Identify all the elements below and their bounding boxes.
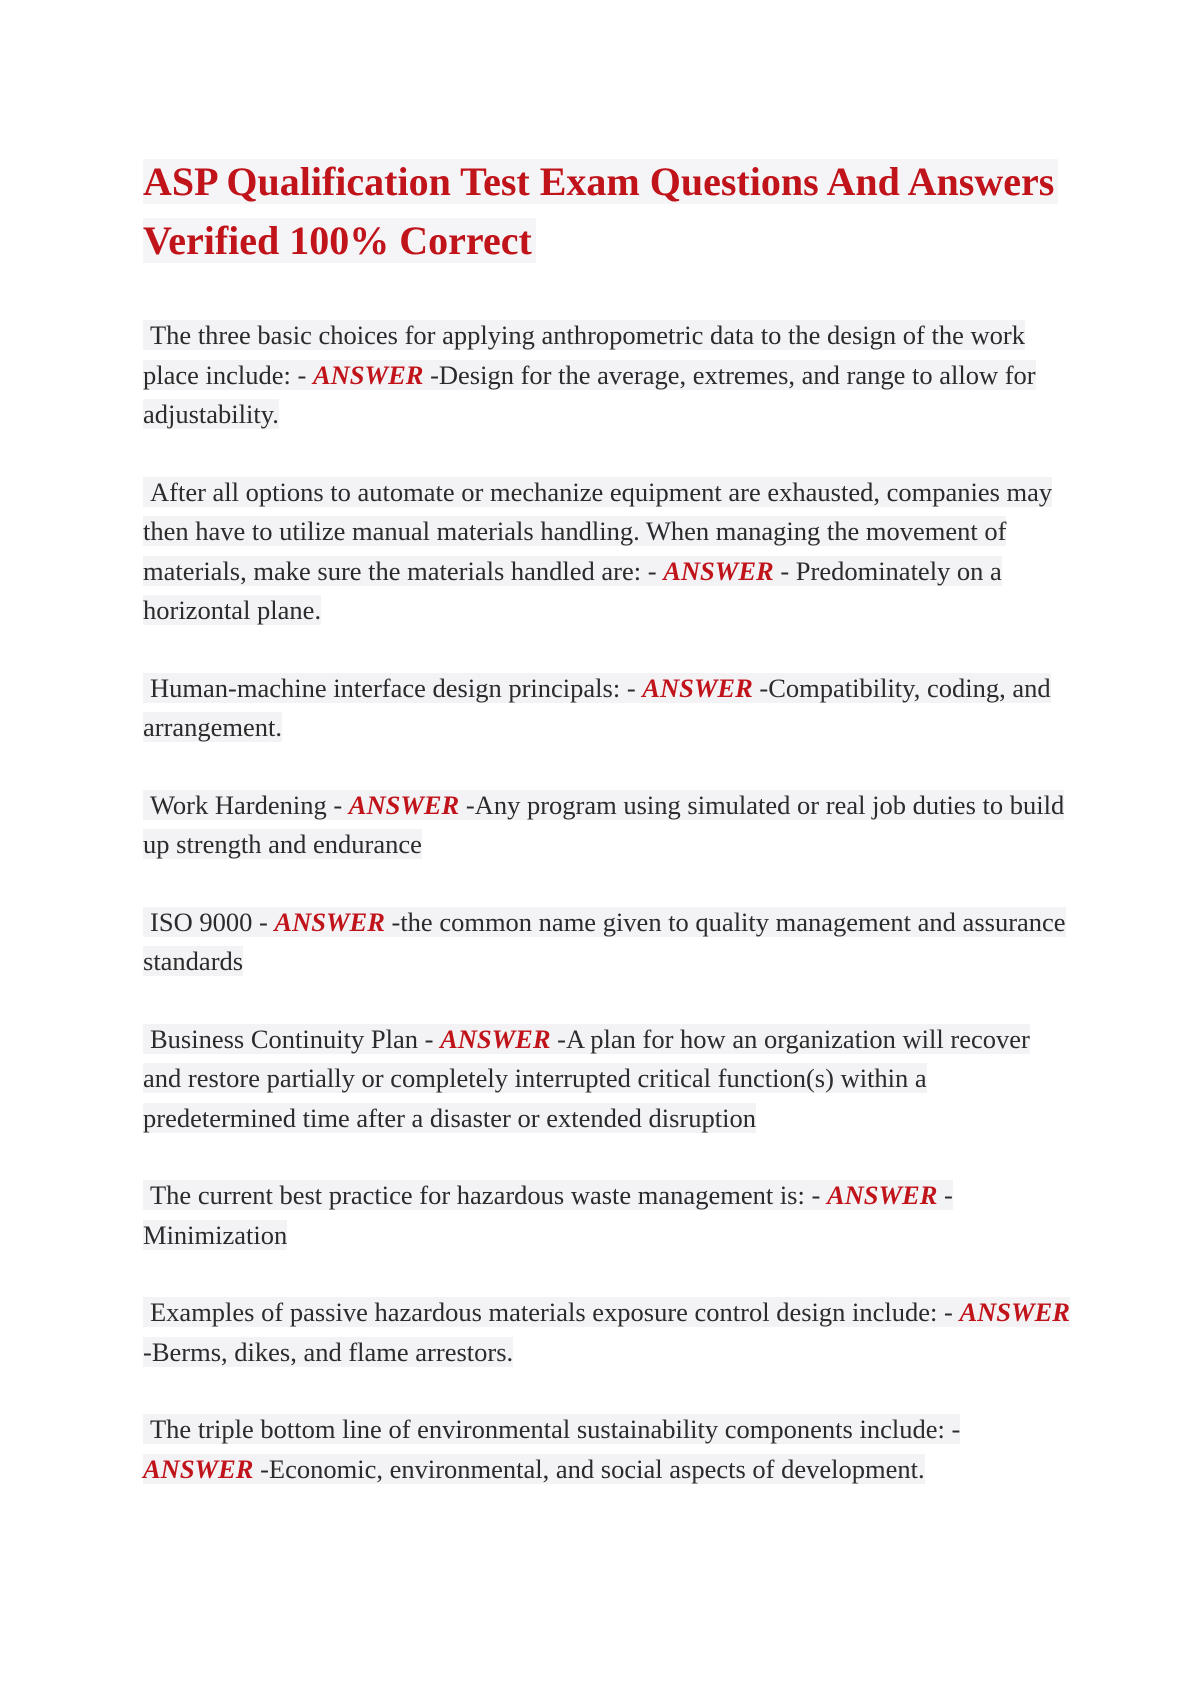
- answer-tag: ANSWER: [143, 1453, 254, 1484]
- answer-text: -Any program using simulated or real job duties to build up strength and endurance: [143, 789, 1065, 859]
- document-title: [143, 152, 1073, 270]
- qa-item: [143, 1293, 1073, 1372]
- qa-item: [143, 316, 1073, 435]
- question-text: Human-machine interface design principals: -: [150, 672, 636, 703]
- question-text: After all options to automate or mechanize equipment are exhausted, companies may then have to utilize manual materials handling. When managing the movement of materials, make sure the materials handled are: -: [143, 476, 1053, 586]
- question-text: Work Hardening -: [150, 789, 343, 820]
- answer-tag: ANSWER: [348, 789, 460, 820]
- answer-text: -A plan for how an organization will recover and restore partially or completely interrupted critical function(s) within a predetermined time after a disaster or extended disruption: [143, 1023, 1030, 1133]
- document-page: [143, 152, 1073, 1527]
- answer-text: -Design for the average, extremes, and range to allow for adjustability.: [143, 359, 1036, 429]
- qa-item: [143, 669, 1073, 748]
- answer-tag: ANSWER: [440, 1023, 551, 1054]
- question-text: Examples of passive hazardous materials exposure control design include: -: [150, 1297, 953, 1327]
- qa-item: [143, 1176, 1073, 1255]
- qa-list: [143, 316, 1073, 1489]
- answer-tag: ANSWER: [312, 359, 424, 390]
- answer-tag: ANSWER: [826, 1180, 938, 1210]
- qa-item: [143, 1020, 1073, 1139]
- answer-tag: ANSWER: [274, 906, 385, 937]
- title-line-1: ASP Qualification Test Exam Questions And Answers: [143, 159, 1058, 204]
- qa-item: [143, 903, 1073, 982]
- question-text: The current best practice for hazardous waste management is: -: [150, 1180, 821, 1210]
- answer-tag: ANSWER: [642, 672, 753, 703]
- answer-text: - Predominately on a horizontal plane.: [143, 555, 1002, 625]
- question-text: The triple bottom line of environmental sustainability components include: -: [150, 1414, 961, 1444]
- question-text: Business Continuity Plan -: [150, 1023, 434, 1054]
- title-line-2: Verified 100% Correct: [143, 218, 536, 263]
- question-text: The three basic choices for applying anthropometric data to the design of the work place include: -: [143, 320, 1025, 390]
- answer-text: - Minimization: [143, 1180, 953, 1250]
- answer-text: -Economic, environmental, and social aspects of development.: [260, 1453, 925, 1484]
- answer-text: -Berms, dikes, and flame arrestors.: [143, 1336, 514, 1367]
- qa-item: [143, 1410, 1073, 1489]
- answer-tag: ANSWER: [959, 1297, 1070, 1327]
- answer-text: -the common name given to quality management and assurance standards: [143, 906, 1066, 976]
- qa-item: [143, 786, 1073, 865]
- answer-text: -Compatibility, coding, and arrangement.: [143, 672, 1051, 742]
- answer-tag: ANSWER: [663, 555, 774, 586]
- qa-item: [143, 473, 1073, 631]
- question-text: ISO 9000 -: [150, 906, 268, 937]
